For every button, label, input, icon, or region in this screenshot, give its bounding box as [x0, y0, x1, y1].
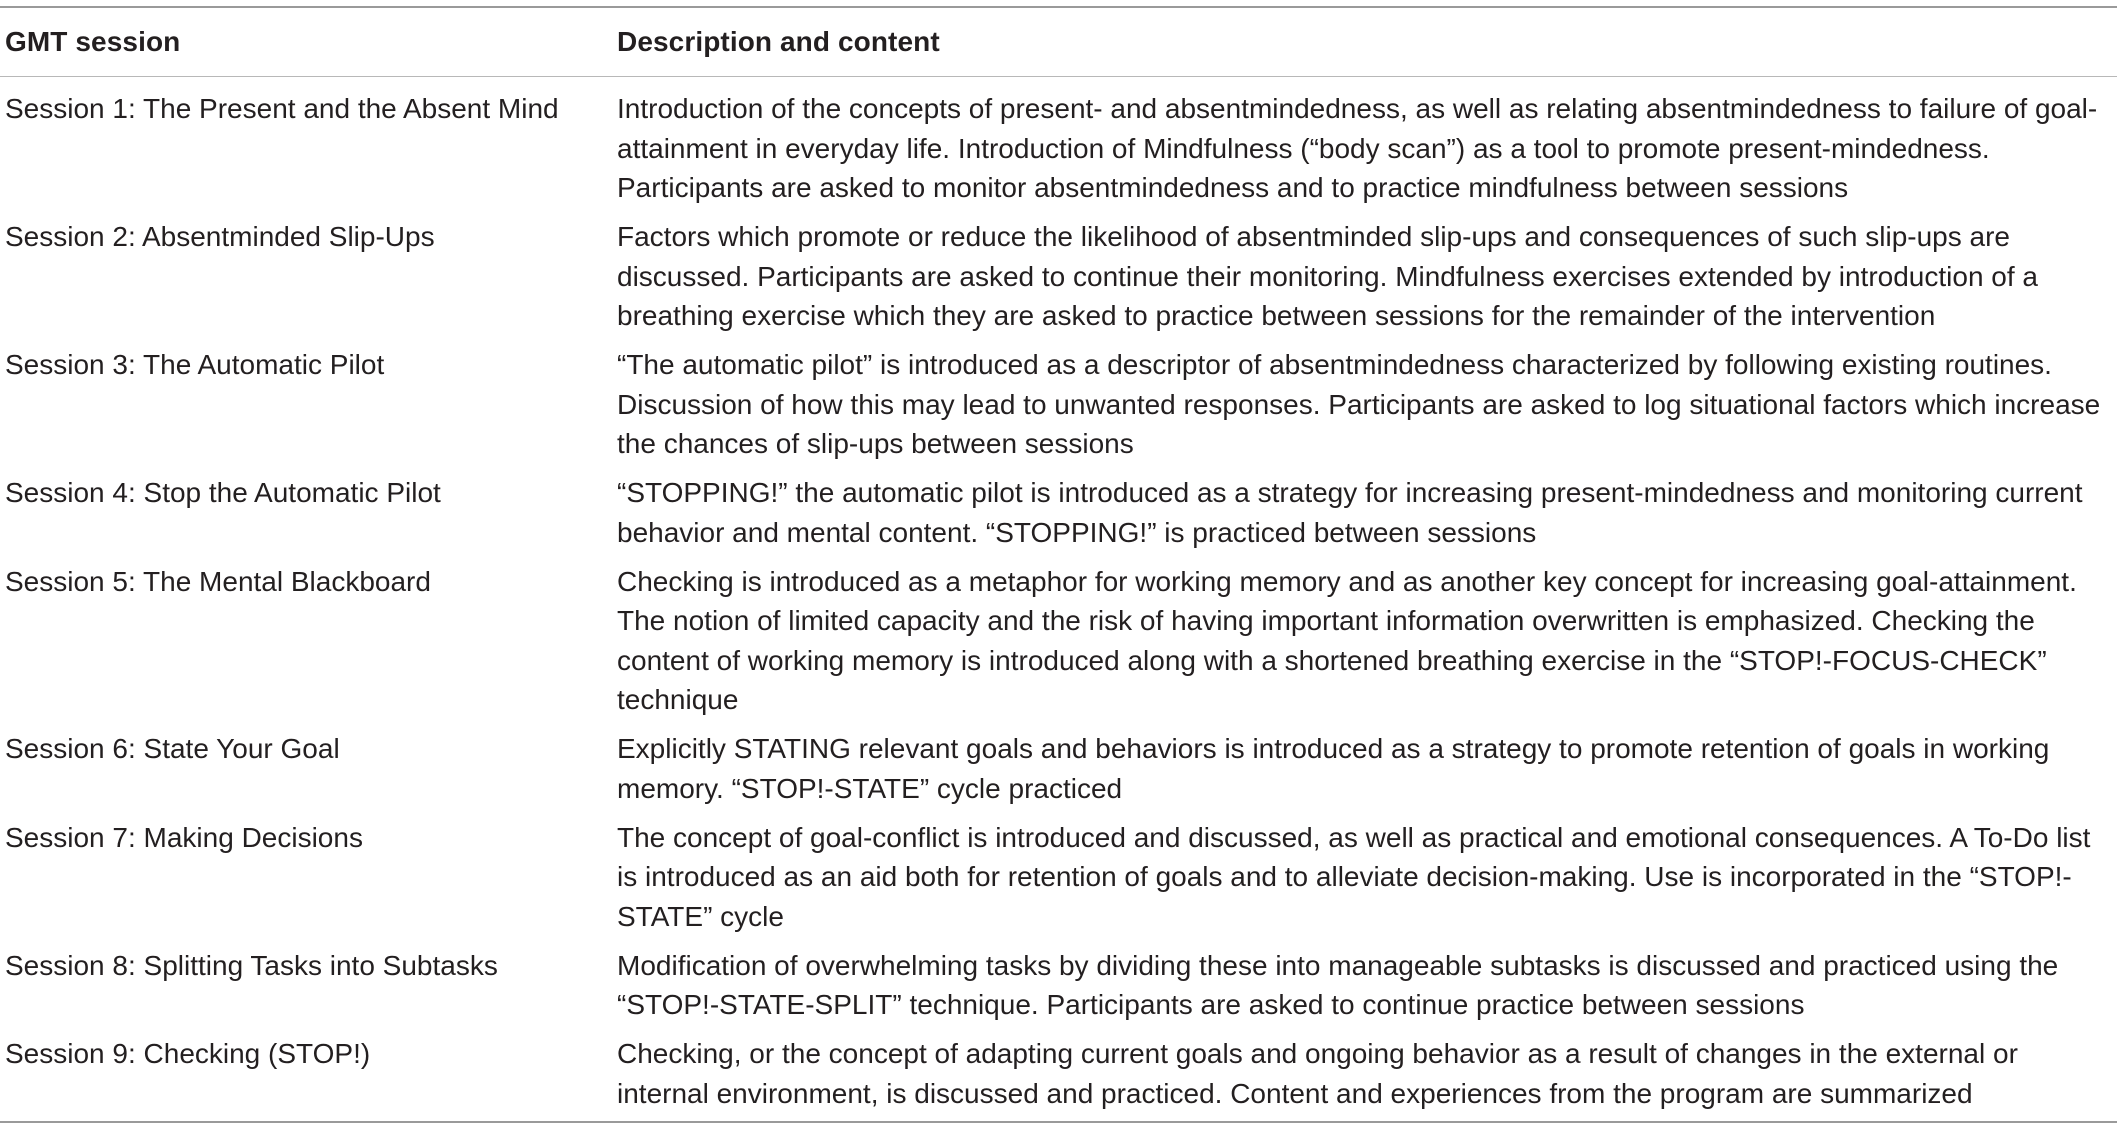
- table-row: [0, 217, 2117, 336]
- table-row: [0, 89, 2117, 208]
- session-description: “STOPPING!” the automatic pilot is introduced as a strategy for increasing present-mindedness and monitoring current behavior and mental content. “STOPPING!” is practiced between sessions: [617, 477, 2083, 548]
- table-row: [0, 1034, 2117, 1113]
- table-row: [0, 473, 2117, 552]
- session-title: Session 9: Checking (STOP!): [5, 1038, 371, 1069]
- table-row: [0, 946, 2117, 1025]
- session-description: Modification of overwhelming tasks by dividing these into manageable subtasks is discussed and practiced using the “STOP!-STATE-SPLIT” technique. Participants are asked to continue practice between sessions: [617, 949, 2059, 1020]
- table-row: [0, 562, 2117, 720]
- session-title: Session 4: Stop the Automatic Pilot: [5, 477, 441, 508]
- session-title: Session 7: Making Decisions: [5, 821, 363, 853]
- table-header-row: [0, 8, 2117, 76]
- session-title: Session 6: State Your Goal: [5, 733, 340, 764]
- session-description: Factors which promote or reduce the likelihood of absentminded slip-ups and consequences of such slip-ups are discussed. Participants are asked to continue their monitoring. Mindfulness exercises extended by introduction of a breathing exercise which they are asked to practice between sessions for the remainder of the intervention: [617, 221, 2038, 331]
- session-description: Introduction of the concepts of present- and absentmindedness, as well as relating absentmindedness to failure of goal-attainment in everyday life. Introduction of Mindfulness (“body scan”) as a tool to promote present-mindedness. Participants are asked to monitor absentmindedness and to practice mindfulness between sessions: [617, 93, 2098, 203]
- session-description: Checking is introduced as a metaphor for working memory and as another key concept for increasing goal-attainment. The notion of limited capacity and the risk of having important information overwritten is emphasized. Checking the content of working memory is introduced along with a shortened breathing exercise in the “STOP!-FOCUS-CHECK” technique: [617, 565, 2077, 715]
- table-body: [0, 77, 2117, 1121]
- session-description: Checking, or the concept of adapting current goals and ongoing behavior as a result of changes in the external or internal environment, is discussed and practiced. Content and experiences from the program are summarized: [617, 1038, 2018, 1109]
- gmt-sessions-table: [0, 6, 2117, 1123]
- session-title: Session 8: Splitting Tasks into Subtasks: [5, 949, 498, 981]
- session-description: Explicitly STATING relevant goals and behaviors is introduced as a strategy to promote retention of goals in working memory. “STOP!-STATE” cycle practiced: [617, 733, 2050, 804]
- table-row: [0, 729, 2117, 808]
- session-description: The concept of goal-conflict is introduced and discussed, as well as practical and emotional consequences. A To-Do list is introduced as an aid both for retention of goals and to alleviate decision-making. Use is incorporated in the “STOP!-STATE” cycle: [617, 821, 2091, 932]
- header-description: Description and content: [617, 26, 940, 57]
- table-row: [0, 818, 2117, 937]
- session-title: Session 5: The Mental Blackboard: [5, 565, 431, 597]
- session-title: Session 2: Absentminded Slip-Ups: [5, 221, 435, 252]
- session-description: “The automatic pilot” is introduced as a descriptor of absentmindedness characterized by following existing routines. Discussion of how this may lead to unwanted responses. Participants are asked to log situational factors which increase the chances of slip-ups between sessions: [617, 349, 2101, 459]
- session-title: Session 3: The Automatic Pilot: [5, 349, 385, 380]
- session-title: Session 1: The Present and the Absent Mind: [5, 93, 559, 124]
- table-row: [0, 345, 2117, 464]
- table-bottom-rule: [0, 1121, 2117, 1123]
- header-gmt-session: GMT session: [5, 26, 181, 57]
